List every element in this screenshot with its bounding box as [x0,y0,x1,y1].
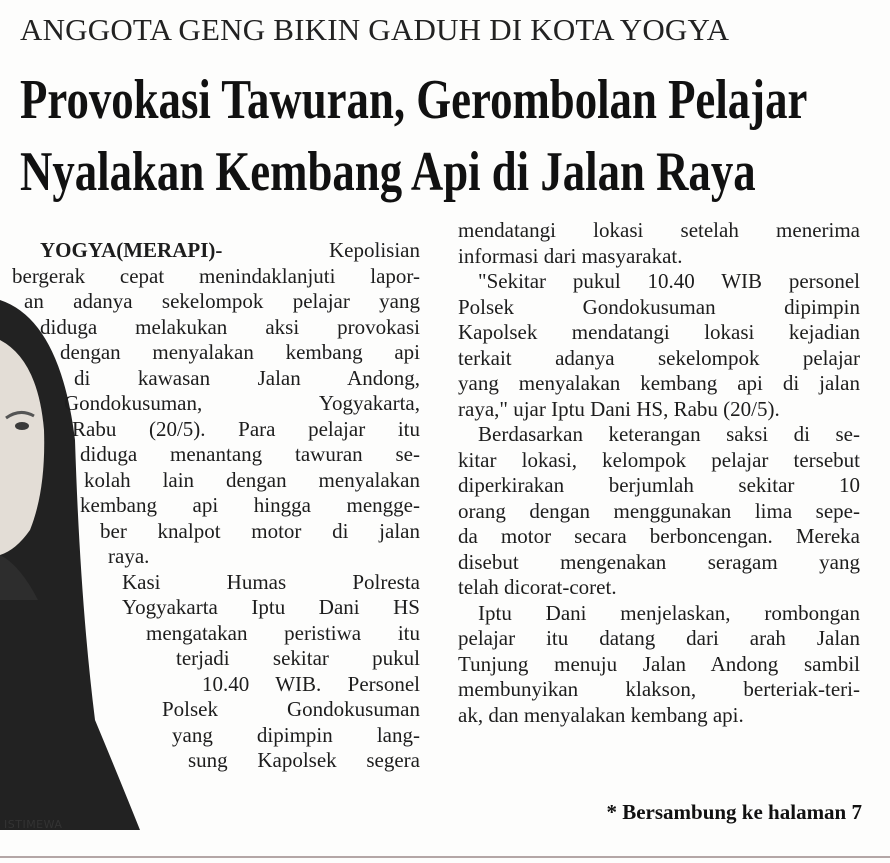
body-line: diperkirakan berjumlah sekitar 10 [458,473,860,497]
body-line: Berdasarkan keterangan saksi di se- [478,422,860,446]
body-line: Polsek Gondokusuman dipimpin [458,295,860,319]
body-line: mendatangi lokasi setelah menerima [458,218,860,242]
body-line: bergerak cepat menindaklanjuti lapor- [12,264,420,288]
body-line: Kasi Humas Polresta [122,570,420,594]
body-line: Iptu Dani menjelaskan, rombongan [478,601,860,625]
body-line: raya. [108,544,150,568]
body-line: sung Kapolsek segera [188,748,420,772]
bottom-divider [0,856,890,858]
body-line: Rabu (20/5). Para pelajar itu [72,417,420,441]
main-headline [20,64,807,208]
body-line: Yogyakarta Iptu Dani HS [122,595,420,619]
headline-line-1: Provokasi Tawuran, Gerombolan Pelajar [20,69,808,131]
body-line: 10.40 WIB. Personel [202,672,420,696]
body-line: Kapolsek mendatangi lokasi kejadian [458,320,860,344]
body-line: kolah lain dengan menyalakan [84,468,420,492]
body-line: di kawasan Jalan Andong, [74,366,420,390]
body-line: disebut mengenakan seragam yang [458,550,860,574]
body-line: yang menyalakan kembang api di jalan [458,371,860,395]
continuation-note: * Bersambung ke halaman 7 [606,800,862,824]
body-line: orang dengan menggunakan lima sepe- [458,499,860,523]
headline-line-2: Nyalakan Kembang Api di Jalan Raya [20,141,756,203]
body-line: terjadi sekitar pukul [176,646,420,670]
body-line: diduga melakukan aksi provokasi [40,315,420,339]
body-line: diduga menantang tawuran se- [80,442,420,466]
body-line: kembang api hingga mengge- [80,493,420,517]
body-line: terkait adanya sekelompok pelajar [458,346,860,370]
body-line: membunyikan klakson, berteriak-teri- [458,677,860,701]
body-line: informasi dari masyarakat. [458,244,683,268]
body-line: yang dipimpin lang- [172,723,420,747]
body-line: an adanya sekelompok pelajar yang [24,289,420,313]
body-line: Tunjung menuju Jalan Andong sambil [458,652,860,676]
kicker-headline: ANGGOTA GENG BIKIN GADUH DI KOTA YOGYA [20,12,730,47]
body-line: dengan menyalakan kembang api [60,340,420,364]
body-line: Kepolisian [329,238,420,262]
body-line: da motor secara berboncengan. Mereka [458,524,860,548]
dateline: YOGYA(MERAPI)- [40,238,223,262]
body-line: Gondokusuman, Yogyakarta, [64,391,420,415]
body-line: Polsek Gondokusuman [162,697,420,721]
body-line: telah dicorat-coret. [458,575,617,599]
body-line: "Sekitar pukul 10.40 WIB personel [478,269,860,293]
photo-credit: ISTIMEWA [4,818,63,831]
body-line: ber knalpot motor di jalan [100,519,420,543]
body-line: raya," ujar Iptu Dani HS, Rabu (20/5). [458,397,780,421]
body-line: ak, dan menyalakan kembang api. [458,703,744,727]
body-line: mengatakan peristiwa itu [146,621,420,645]
body-line: kitar lokasi, kelompok pelajar tersebut [458,448,860,472]
body-line: pelajar itu datang dari arah Jalan [458,626,860,650]
